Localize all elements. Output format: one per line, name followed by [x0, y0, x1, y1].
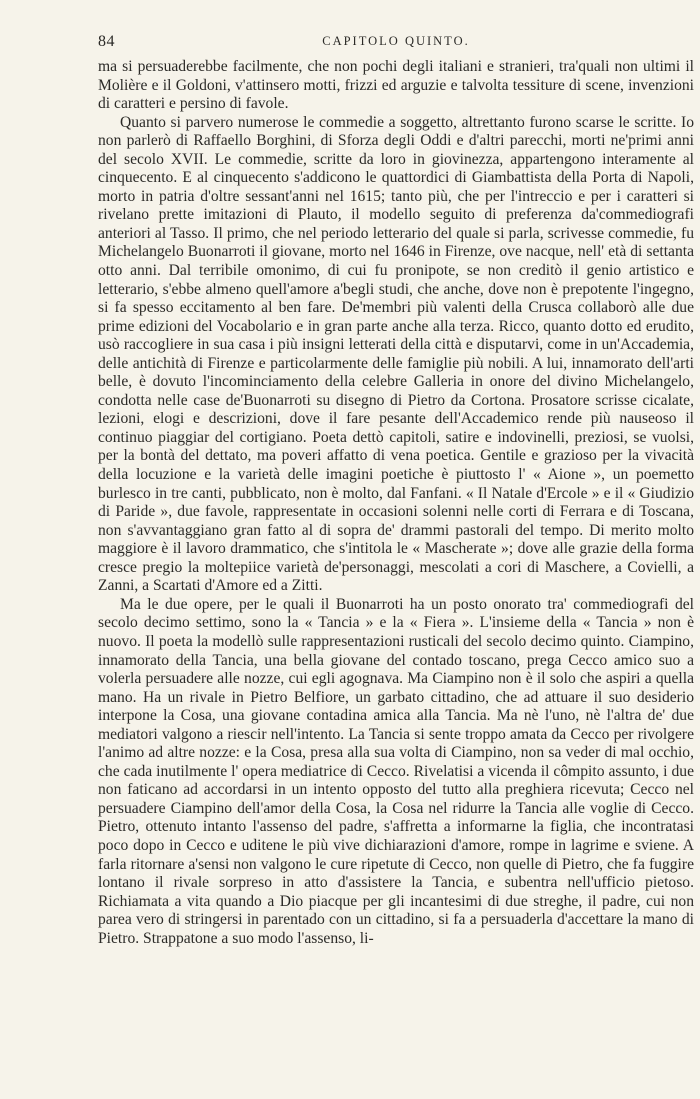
- paragraph: Ma le due opere, per le quali il Buonarroti ha un posto onorato tra' commediografi del secolo decimo settimo, sono la « Tancia » e la « Fiera ». L'insieme della « Tancia » non è nuovo. Il poeta la modellò sulle rappresentazioni rusticali del secolo decimo quinto. Ciampino, innamorato della Tancia, una bella giovane del contado toscano, prega Cecco amico suo a volerla persuadere alle nozze, cui egli agognava. Ma Ciampino non è il solo che aspiri a quella mano. Ha un rivale in Pietro Belfiore, un garbato cittadino, che ad attuare il suo desiderio interpone la Cosa, una giovane contadina amica alla Tancia. Ma nè l'uno, nè l'altra de' due mediatori valgono a riescir nell'intento. La Tancia si sente troppo amata da Cecco per rivolgere l'animo ad altre nozze: e la Cosa, presa alla sua volta di Ciampino, non sa veder di mal occhio, che cada inutilmente l' opera mediatrice di Cecco. Rivelatisi a vicenda il cômpito assunto, i due non faticano ad accordarsi in un intento opposto del tutto alla preghiera ricevuta; Cecco nel persuadere Ciampino dell'amor della Cosa, la Cosa nel ridurre la Tancia alle voglie di Cecco. Pietro, ottenuto intanto l'assenso del padre, s'affretta a informarne la figlia, che incontratasi poco dopo in Cecco e uditene le più vive dichiarazioni d'amore, rompe in lagrime e sviene. A farla ritornare a'sensi non valgono le cure ripetute di Cecco, non quelle di Pietro, che fa fuggire lontano il rivale sorpreso in atto d'assistere la Tancia, e subentra nell'ufficio pietoso. Richiamata a vita quando a Dio piacque per gli incantesimi di due streghe, il padre, cui non parea vero di stringersi in parentado con un cittadino, si fa a persuaderla d'accettare la mano di Pietro. Strappatone a suo modo l'assenso, li-: [98, 595, 694, 947]
- body-text: [98, 58, 694, 1088]
- running-head: CAPITOLO QUINTO.: [322, 34, 470, 48]
- paragraph-continuation: ma si persuaderebbe facilmente, che non pochi degli italiani e stranieri, tra'quali non ultimi il Molière e il Goldoni, v'attinsero motti, frizzi ed arguzie e talvolta tessiture di scene, invenzioni di caratteri e persino di favole.: [98, 58, 694, 113]
- paragraph: Quanto si parvero numerose le commedie a soggetto, altrettanto furono scarse le scritte. Io non parlerò di Raffaello Borghini, di Sforza degli Oddi e d'altri parecchi, morti ne'primi anni del secolo XVII. Le commedie, scritte da loro in giovinezza, appartengono interamente al cinquecento. E al cinquecento s'addicono le quattordici di Giambattista della Porta di Napoli, morto in patria d'oltre sessant'anni nel 1615; tanto più, che per l'intreccio e per i caratteri si rivelano prette imitazioni di Plauto, il modello seguito di preferenza da'commediografi anteriori al Tasso. Il primo, che nel periodo letterario del quale si parla, scrivesse commedie, fu Michelangelo Buonarroti il giovane, morto nel 1646 in Firenze, ove nacque, nell' età di settanta otto anni. Dal terribile omonimo, di cui fu pronipote, se non creditò il genio artistico e letterario, s'ebbe almeno quell'amore a'begli studi, che anche, dove non è prepotente l'ingegno, si fa spesso eccitamento al ben fare. De'membri più valenti della Crusca collaborò alle due prime edizioni del Vocabolario e in gran parte anche alla terza. Ricco, quanto dotto ed erudito, usò raccogliere in sua casa i più insigni letterati della città e disputarvi, come in un'Accademia, delle antichità di Firenze e particolarmente delle famiglie più nobili. A lui, innamorato dell'arti belle, è dovuto l'incominciamento della celebre Galleria in onore del divino Michelangelo, condotta nelle case de'Buonarroti su disegno di Pietro da Cortona. Prosatore scrisse cicalate, lezioni, elogi e descrizioni, dove il fare pesante dell'Accademico rende più nauseoso il continuo piaggiar del cortigiano. Poeta dettò capitoli, satire e indovinelli, preziosi, se vuolsi, per la bontà del dettato, ma poveri affatto di vena poetica. Gentile e grazioso per la vivacità della locuzione e la varietà delle imagini poetiche è piuttosto l' « Aione », un poemetto burlesco in tre canti, pubblicato, non è molto, dal Fanfani. « Il Natale d'Ercole » e il « Giudizio di Paride », due favole, rappresentate in occasioni solenni nelle corti di Ferrara e di Toscana, non s'avvantaggiano gran fatto al di sopra de' drammi pastorali del tempo. Di merito molto maggiore è il lavoro drammatico, che s'intitola le « Mascherate »; dove alle grazie della forma cresce pregio la moltepiice varietà de'personaggi, mescolati a cori di Maschere, a Covielli, a Zanni, a Scartati d'Amore ed a Zitti.: [98, 113, 694, 595]
- page-header: [98, 33, 694, 53]
- page-number: 84: [98, 33, 115, 50]
